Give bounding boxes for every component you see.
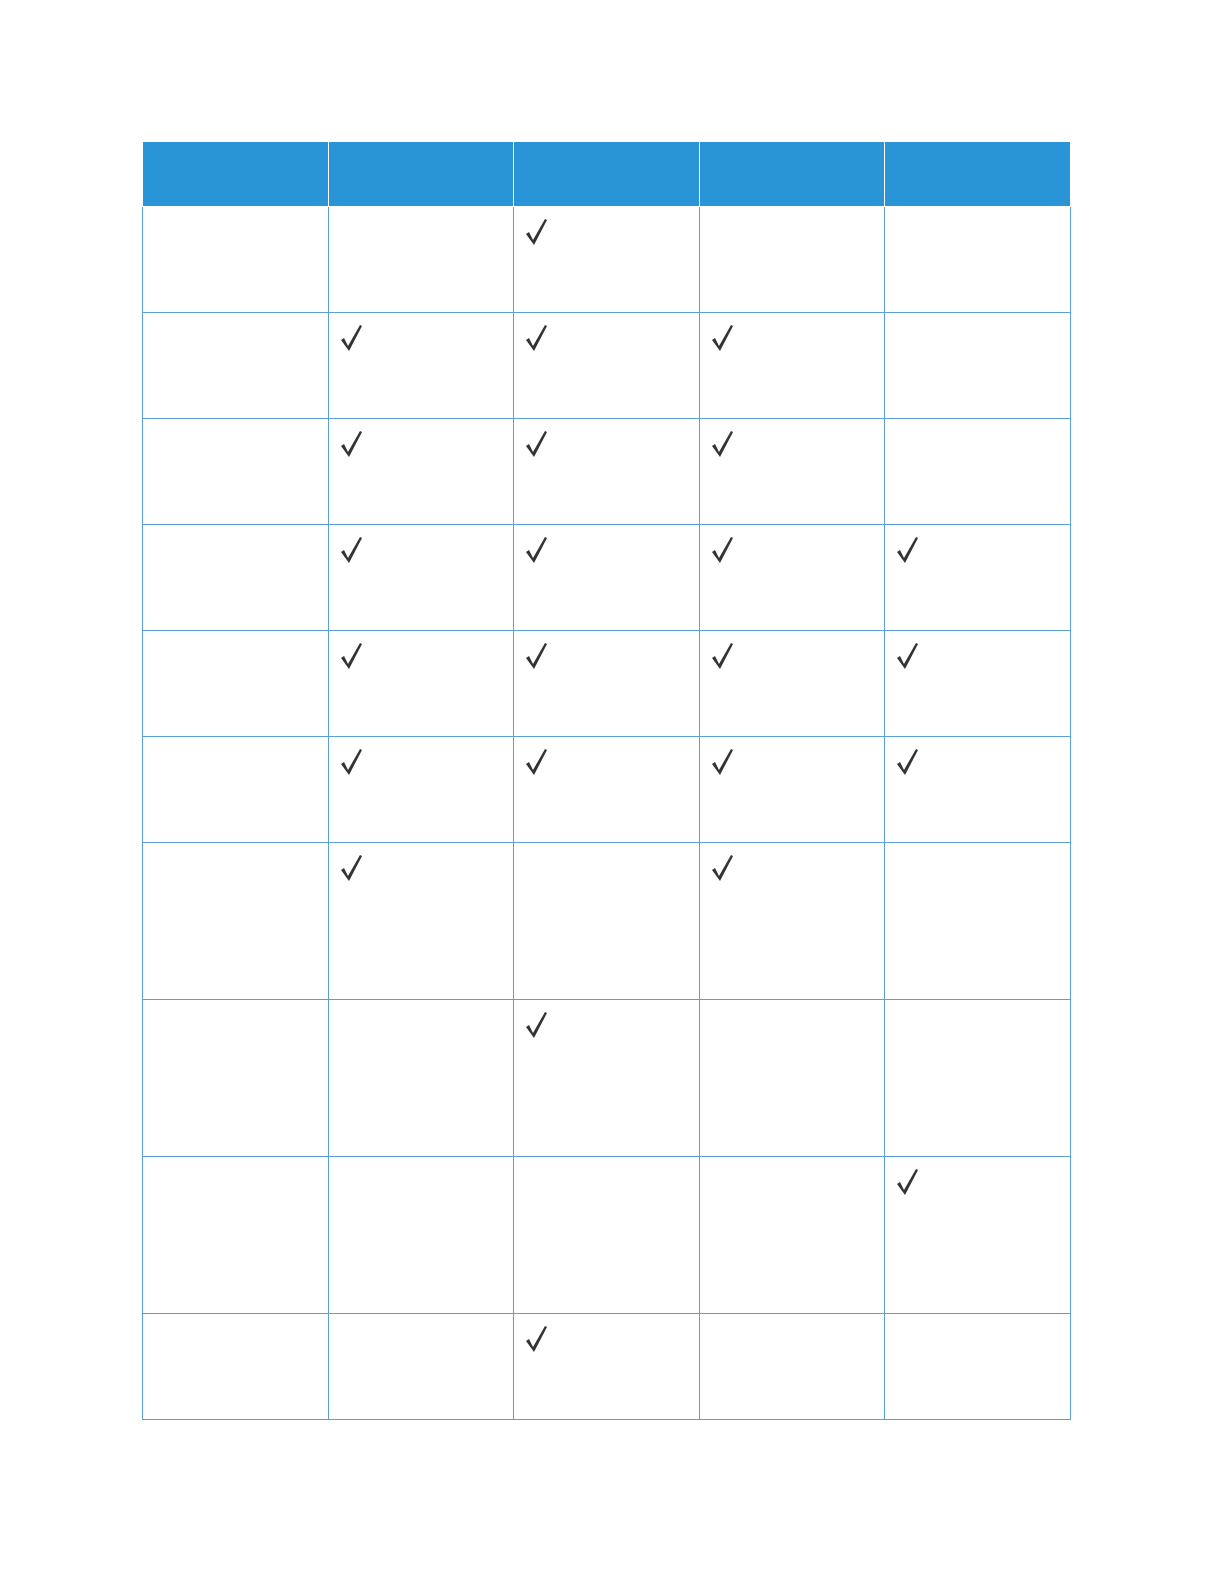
- checkmark-icon: [895, 1167, 919, 1197]
- table-cell: [699, 1314, 885, 1420]
- checkmark-icon: [524, 747, 548, 777]
- table-cell: [699, 525, 885, 631]
- table-cell: [328, 525, 514, 631]
- checkmark-icon: [524, 217, 548, 247]
- table-cell: [699, 419, 885, 525]
- checkmark-icon: [710, 323, 734, 353]
- table-cell: [699, 1157, 885, 1314]
- table-row: [143, 843, 1071, 1000]
- table-cell: [699, 1000, 885, 1157]
- row-label-cell: [143, 313, 329, 419]
- table-cell: [514, 1000, 700, 1157]
- table-cell: [514, 631, 700, 737]
- column-header-1: [328, 142, 514, 207]
- checkmark-icon: [710, 641, 734, 671]
- checkmark-icon: [524, 429, 548, 459]
- checkmark-icon: [895, 535, 919, 565]
- table-cell: [514, 1157, 700, 1314]
- table-cell: [699, 313, 885, 419]
- table-row: [143, 313, 1071, 419]
- table-cell: [885, 737, 1071, 843]
- compatibility-table-container: [142, 142, 1070, 1420]
- checkmark-icon: [524, 641, 548, 671]
- table-row: [143, 1157, 1071, 1314]
- column-header-2: [514, 142, 700, 207]
- checkmark-icon: [339, 747, 363, 777]
- row-label-cell: [143, 737, 329, 843]
- table-cell: [885, 843, 1071, 1000]
- table-cell: [885, 1314, 1071, 1420]
- table-cell: [514, 1314, 700, 1420]
- row-label-cell: [143, 419, 329, 525]
- row-label-cell: [143, 1000, 329, 1157]
- table-cell: [514, 207, 700, 313]
- table-cell: [885, 1157, 1071, 1314]
- table-body: [143, 207, 1071, 1420]
- column-header-3: [699, 142, 885, 207]
- table-row: [143, 631, 1071, 737]
- table-cell: [328, 419, 514, 525]
- checkmark-icon: [895, 641, 919, 671]
- checkmark-icon: [339, 323, 363, 353]
- row-label-cell: [143, 631, 329, 737]
- table-cell: [328, 313, 514, 419]
- checkmark-icon: [524, 1010, 548, 1040]
- checkmark-icon: [524, 535, 548, 565]
- table-cell: [699, 631, 885, 737]
- checkmark-icon: [339, 429, 363, 459]
- table-row: [143, 737, 1071, 843]
- table-cell: [514, 419, 700, 525]
- table-cell: [514, 525, 700, 631]
- table-cell: [328, 631, 514, 737]
- row-label-cell: [143, 1157, 329, 1314]
- checkmark-icon: [339, 641, 363, 671]
- row-label-cell: [143, 207, 329, 313]
- table-row: [143, 1314, 1071, 1420]
- table-cell: [699, 207, 885, 313]
- table-cell: [885, 207, 1071, 313]
- table-cell: [328, 737, 514, 843]
- row-label-cell: [143, 1314, 329, 1420]
- table-cell: [699, 843, 885, 1000]
- checkmark-icon: [339, 853, 363, 883]
- table-cell: [328, 843, 514, 1000]
- checkmark-icon: [710, 853, 734, 883]
- row-label-cell: [143, 525, 329, 631]
- checkmark-icon: [895, 747, 919, 777]
- table-row: [143, 525, 1071, 631]
- column-header-0: [143, 142, 329, 207]
- column-header-4: [885, 142, 1071, 207]
- table-row: [143, 1000, 1071, 1157]
- table-cell: [514, 843, 700, 1000]
- checkmark-icon: [710, 535, 734, 565]
- table-cell: [328, 1000, 514, 1157]
- checkmark-icon: [524, 1324, 548, 1354]
- checkmark-icon: [524, 323, 548, 353]
- table-cell: [328, 1157, 514, 1314]
- table-cell: [699, 737, 885, 843]
- table-cell: [514, 313, 700, 419]
- table-cell: [885, 313, 1071, 419]
- table-cell: [328, 207, 514, 313]
- row-label-cell: [143, 843, 329, 1000]
- table-cell: [328, 1314, 514, 1420]
- table-cell: [885, 631, 1071, 737]
- table-header-row: [143, 142, 1071, 207]
- checkmark-icon: [339, 535, 363, 565]
- table-cell: [885, 525, 1071, 631]
- table-row: [143, 419, 1071, 525]
- table-cell: [885, 419, 1071, 525]
- checkmark-icon: [710, 747, 734, 777]
- table-cell: [514, 737, 700, 843]
- table-row: [143, 207, 1071, 313]
- checkmark-icon: [710, 429, 734, 459]
- table-cell: [885, 1000, 1071, 1157]
- compatibility-table: [142, 142, 1071, 1420]
